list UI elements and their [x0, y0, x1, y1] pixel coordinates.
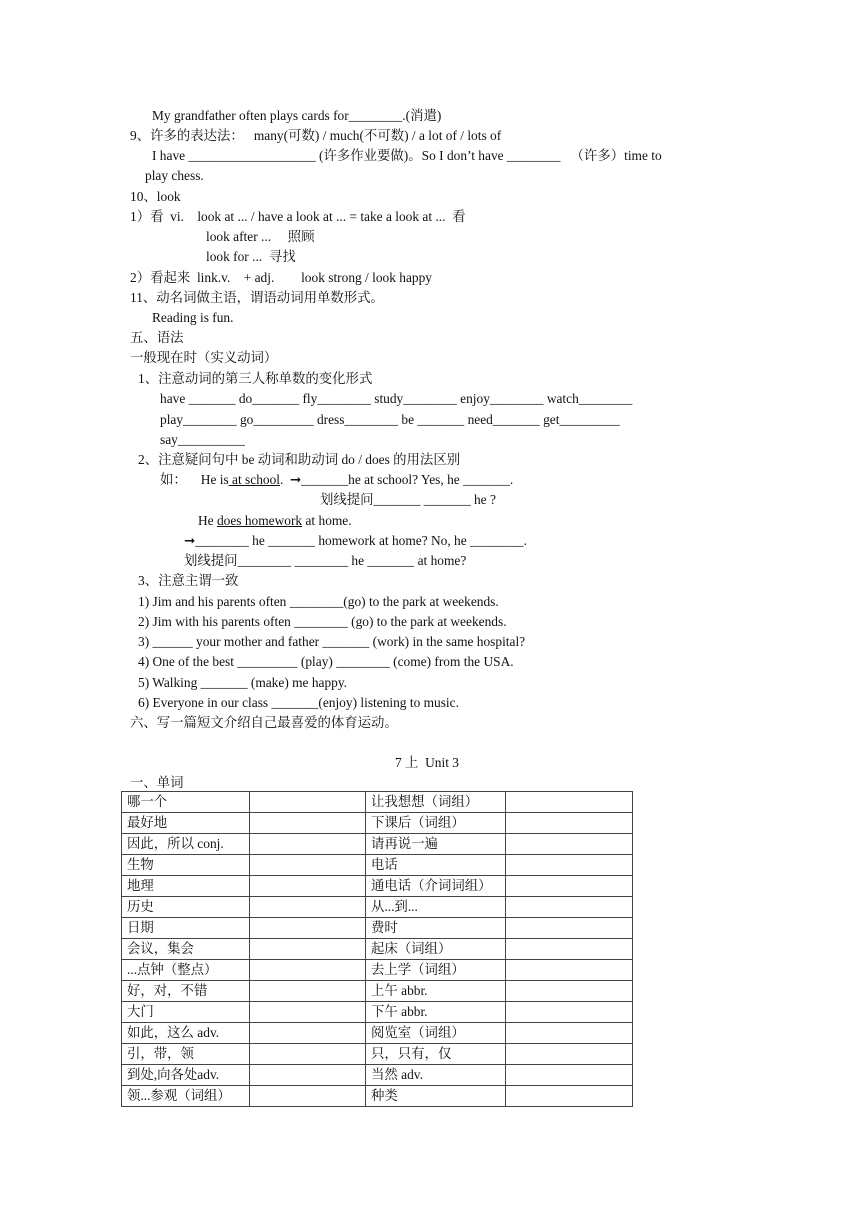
table-row [122, 813, 633, 834]
item-11-heading: 11、动名词做主语，谓语动词用单数形式。 [130, 290, 384, 305]
grammar-point-2: 2、注意疑问句中 be 动词和助动词 do / does 的用法区别 [138, 452, 461, 467]
text-line: 2）看起来 link.v. + adj. look strong / look happy [130, 270, 433, 285]
table-row [122, 981, 633, 1002]
table-row [122, 1086, 633, 1107]
word-cell: 电话 [366, 855, 506, 876]
exercise-sentence: 5) Walking _______ (make) me happy. [138, 675, 348, 690]
word-cell: 最好地 [122, 813, 250, 834]
word-cell: 当然 adv. [366, 1065, 506, 1086]
answer-cell[interactable] [250, 939, 366, 960]
word-cell: 让我想想（词组） [366, 792, 506, 813]
word-cell: 地理 [122, 876, 250, 897]
word-cell: 阅览室（词组） [366, 1023, 506, 1044]
exercise-line: have _______ do_______ fly________ study________ enjoy________ watch________ [160, 391, 633, 406]
exercise-sentence: 3) ______ your mother and father _______ (work) in the same hospital? [138, 634, 526, 649]
word-cell: 好，对，不错 [122, 981, 250, 1002]
question-line: 划线提问________ ________ he _______ at home? [184, 553, 467, 568]
answer-cell[interactable] [250, 1065, 366, 1086]
words-heading: 一、单词 [130, 775, 184, 790]
section-subheading: 一般现在时（实义动词） [130, 350, 278, 365]
text-line: look after ... 照顾 [206, 229, 315, 244]
answer-cell[interactable] [506, 813, 633, 834]
table-row [122, 1065, 633, 1086]
answer-cell[interactable] [506, 1086, 633, 1107]
table-row [122, 939, 633, 960]
table-row [122, 960, 633, 981]
table-row [122, 897, 633, 918]
table-row [122, 834, 633, 855]
word-cell: 上午 abbr. [366, 981, 506, 1002]
exercise-line: say__________ [160, 432, 245, 447]
word-cell: 只，只有，仅 [366, 1044, 506, 1065]
answer-cell[interactable] [506, 981, 633, 1002]
text-line: look for ... 寻找 [206, 249, 296, 264]
answer-cell[interactable] [250, 918, 366, 939]
exercise-sentence: 2) Jim with his parents often ________ (go) to the park at weekends. [138, 614, 507, 629]
answer-cell[interactable] [506, 1023, 633, 1044]
answer-cell[interactable] [250, 1044, 366, 1065]
answer-cell[interactable] [250, 876, 366, 897]
answer-cell[interactable] [250, 813, 366, 834]
grammar-point-3: 3、注意主谓一致 [138, 573, 239, 588]
answer-cell[interactable] [250, 792, 366, 813]
section-heading: 五、语法 [130, 330, 184, 345]
answer-cell[interactable] [506, 939, 633, 960]
answer-cell[interactable] [250, 981, 366, 1002]
word-cell: 起床（词组） [366, 939, 506, 960]
answer-cell[interactable] [506, 792, 633, 813]
word-cell: 会议，集会 [122, 939, 250, 960]
word-cell: 生物 [122, 855, 250, 876]
table-row [122, 792, 633, 813]
word-cell: 因此，所以 conj. [122, 834, 250, 855]
word-cell: 日期 [122, 918, 250, 939]
example-label: 如： [160, 472, 187, 487]
vocabulary-table [121, 791, 633, 1107]
answer-cell[interactable] [506, 918, 633, 939]
word-cell: 去上学（词组） [366, 960, 506, 981]
answer-cell[interactable] [506, 855, 633, 876]
question-line: 划线提问_______ _______ he ? [320, 492, 496, 507]
word-cell: 领...参观（词组） [122, 1086, 250, 1107]
answer-cell[interactable] [506, 1002, 633, 1023]
text-line: Reading is fun. [152, 310, 234, 325]
table-row [122, 855, 633, 876]
item-10-heading: 10、look [130, 189, 181, 204]
text-line: play chess. [145, 168, 204, 183]
word-cell: 引，带，领 [122, 1044, 250, 1065]
underlined-phrase: does homework [216, 513, 303, 528]
word-cell: 从...到... [366, 897, 506, 918]
table-row [122, 1044, 633, 1065]
underlined-phrase: at school [228, 472, 281, 487]
example-text: He is [200, 472, 229, 487]
table-row [122, 918, 633, 939]
word-cell: 通电话（介词词组） [366, 876, 506, 897]
text-line: I have ___________________ (许多作业要做)。So I don’t have ________ （许多）time to [152, 148, 662, 163]
word-cell: 下午 abbr. [366, 1002, 506, 1023]
word-cell: 哪一个 [122, 792, 250, 813]
answer-cell[interactable] [250, 1002, 366, 1023]
word-cell: 请再说一遍 [366, 834, 506, 855]
answer-cell[interactable] [250, 1086, 366, 1107]
example-text: . ➞_______he at school? Yes, he _______. [280, 472, 514, 487]
answer-cell[interactable] [506, 876, 633, 897]
answer-cell[interactable] [506, 1044, 633, 1065]
answer-cell[interactable] [506, 897, 633, 918]
example-line [160, 472, 513, 488]
example-text: at home. [302, 513, 352, 528]
answer-cell[interactable] [506, 834, 633, 855]
answer-cell[interactable] [506, 1065, 633, 1086]
text-line: My grandfather often plays cards for________.(消遣) [152, 108, 442, 123]
answer-cell[interactable] [250, 1023, 366, 1044]
answer-cell[interactable] [250, 960, 366, 981]
unit-title: 7 上 Unit 3 [395, 755, 459, 770]
writing-heading: 六、写一篇短文介绍自己最喜爱的体育运动。 [130, 715, 398, 730]
word-cell: 如此，这么 adv. [122, 1023, 250, 1044]
exercise-sentence: 6) Everyone in our class _______(enjoy) listening to music. [138, 695, 459, 710]
word-cell: ...点钟（整点） [122, 960, 250, 981]
example-line [198, 513, 352, 529]
example-line: ➞________ he _______ homework at home? No, he ________. [184, 533, 527, 548]
grammar-point-1: 1、注意动词的第三人称单数的变化形式 [138, 371, 373, 386]
answer-cell[interactable] [250, 834, 366, 855]
word-cell: 费时 [366, 918, 506, 939]
item-9-heading: 9、许多的表达法： many(可数) / much(不可数) / a lot of / lots of [130, 128, 502, 143]
word-cell: 到处,向各处adv. [122, 1065, 250, 1086]
answer-cell[interactable] [506, 960, 633, 981]
exercise-sentence: 1) Jim and his parents often ________(go) to the park at weekends. [138, 594, 499, 609]
table-row [122, 1002, 633, 1023]
word-cell: 历史 [122, 897, 250, 918]
example-text: He [198, 513, 217, 528]
answer-cell[interactable] [250, 855, 366, 876]
text-line: 1）看 vi. look at ... / have a look at ... = take a look at ... 看 [130, 209, 466, 224]
word-cell: 大门 [122, 1002, 250, 1023]
exercise-line: play________ go_________ dress________ be _______ need_______ get_________ [160, 412, 620, 427]
table-row [122, 1023, 633, 1044]
word-cell: 种类 [366, 1086, 506, 1107]
answer-cell[interactable] [250, 897, 366, 918]
exercise-sentence: 4) One of the best _________ (play) ________ (come) from the USA. [138, 654, 514, 669]
table-row [122, 876, 633, 897]
word-cell: 下课后（词组） [366, 813, 506, 834]
